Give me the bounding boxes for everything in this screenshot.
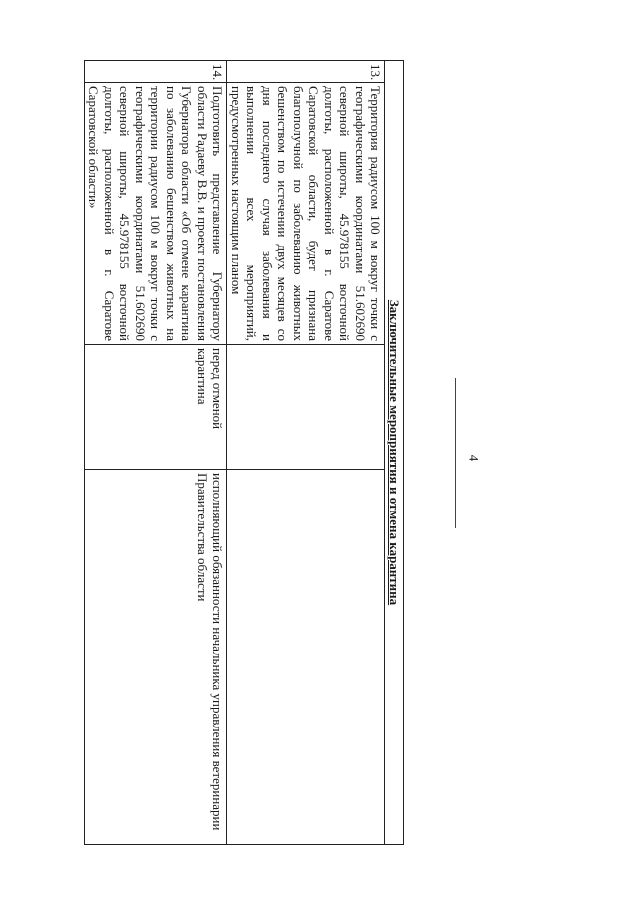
row-number: 14. — [85, 61, 228, 83]
section-header-row — [385, 61, 404, 845]
row-measure: Подготовить представление Губернатору области Радаеву В.В. и проект постановления Губернатора области «Об отмене карантина по заболеванию бешенством животных на территории радиусом 100 м вокруг точки с географическими координатами 51.602690 северной широты, 45.978155 восточной долготы, расположенной в г. Саратове Саратовской области» — [85, 83, 228, 345]
table-row — [85, 61, 228, 845]
section-title: Заключительные мероприятия и отмена карантина — [385, 61, 404, 845]
row-responsible — [227, 470, 385, 845]
divider-line — [455, 378, 456, 528]
row-number: 13. — [227, 61, 385, 83]
table-row — [227, 61, 385, 845]
rotated-table-container — [86, 60, 404, 845]
page-number: 4 — [466, 454, 482, 462]
measures-table — [84, 60, 404, 845]
row-term: перед отменой карантина — [85, 345, 228, 470]
row-measure: Территория радиусом 100 м вокруг точки с географическими координатами 51.602690 северной широты, 45.978155 восточной долготы, расположенной в г. Саратове Саратовской области, будет признана благополучной по заболеванию животных бешенством по истечении двух месяцев со дня последнего случая заболевания и выполнении всех мероприятий, предусмотренных настоящим планом — [227, 83, 385, 345]
row-term — [227, 345, 385, 470]
row-responsible: исполняющий обязанности начальника управления ветеринарии Правительства области — [85, 470, 228, 845]
